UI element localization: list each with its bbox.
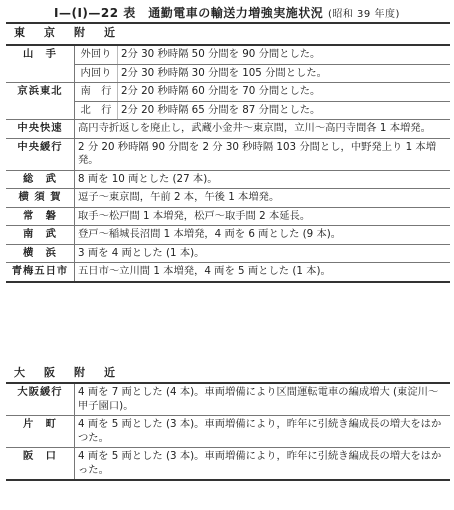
direction-label: 南 行 bbox=[75, 83, 118, 102]
row-description: 2分 30 秒時隔 50 分間を 90 分間とした。 bbox=[118, 45, 451, 64]
tokyo-table bbox=[6, 44, 450, 283]
row-description: 4 両を 7 両とした (4 本)。車両増備により区間運転電車の編成増大 (東淀川〜甲子園口)。 bbox=[75, 383, 451, 416]
section-heading-osaka bbox=[6, 364, 450, 380]
table-row bbox=[6, 244, 450, 263]
row-description: 8 両を 10 両とした (27 本)。 bbox=[75, 170, 451, 189]
line-name: 南 武 bbox=[6, 226, 75, 245]
table-row bbox=[6, 138, 450, 170]
line-name: 京浜東北 bbox=[6, 83, 75, 120]
row-description: 4 両を 5 両とした (3 本)。車両増備により，昨年に引続き編成長の増大をはかつた。 bbox=[75, 416, 451, 448]
line-name: 総 武 bbox=[6, 170, 75, 189]
line-name: 横 須 賀 bbox=[6, 189, 75, 208]
table-row bbox=[6, 383, 450, 416]
row-description: 高円寺折返しを廃止し，武蔵小金井〜東京間，立川〜高円寺間各 1 本増発。 bbox=[75, 120, 451, 139]
line-name: 横 浜 bbox=[6, 244, 75, 263]
section-heading-tokyo bbox=[6, 24, 450, 40]
line-name: 中央快速 bbox=[6, 120, 75, 139]
line-name: 青梅五日市 bbox=[6, 263, 75, 282]
table-row bbox=[6, 45, 450, 64]
line-name: 片 町 bbox=[6, 416, 75, 448]
direction-label: 内回り bbox=[75, 64, 118, 83]
row-description: 2分 20 秒時隔 60 分間を 70 分間とした。 bbox=[118, 83, 451, 102]
table-row bbox=[6, 263, 450, 282]
table-row bbox=[6, 207, 450, 226]
direction-label: 外回り bbox=[75, 45, 118, 64]
table-row bbox=[6, 83, 450, 102]
osaka-table bbox=[6, 382, 450, 481]
title-text: I—(I)—22 表 通勤電車の輸送力増強実施状況 bbox=[54, 6, 324, 20]
table-title bbox=[54, 4, 434, 22]
row-description: 2分 30 秒時隔 30 分間を 105 分間とした。 bbox=[118, 64, 451, 83]
title-note: (昭和 39 年度) bbox=[327, 9, 400, 20]
line-name: 阪 口 bbox=[6, 448, 75, 481]
row-description: 2 分 20 秒時隔 90 分間を 2 分 30 秒時隔 103 分間とし，中野発上り 1 本増発。 bbox=[75, 138, 451, 170]
table-row bbox=[6, 448, 450, 481]
table-row bbox=[6, 226, 450, 245]
section-heading-tokyo-text: 東 京 附 近 bbox=[14, 26, 119, 39]
section-heading-osaka-text: 大 阪 附 近 bbox=[14, 366, 119, 379]
table-row bbox=[6, 120, 450, 139]
direction-label: 北 行 bbox=[75, 101, 118, 120]
line-name: 中央緩行 bbox=[6, 138, 75, 170]
line-name: 大阪緩行 bbox=[6, 383, 75, 416]
row-description: 逗子〜東京間，午前 2 本，午後 1 本増発。 bbox=[75, 189, 451, 208]
line-name: 山 手 bbox=[6, 45, 75, 83]
row-description: 五日市〜立川間 1 本増発，4 両を 5 両とした (1 本)。 bbox=[75, 263, 451, 282]
table-row bbox=[6, 416, 450, 448]
row-description: 2分 20 秒時隔 65 分間を 87 分間とした。 bbox=[118, 101, 451, 120]
table-row bbox=[6, 189, 450, 208]
line-name: 常 磐 bbox=[6, 207, 75, 226]
table-row bbox=[6, 170, 450, 189]
row-description: 登戸〜稲城長沼間 1 本増発，4 両を 6 両とした (9 本)。 bbox=[75, 226, 451, 245]
row-description: 取手〜松戸間 1 本増発，松戸〜取手間 2 本延長。 bbox=[75, 207, 451, 226]
row-description: 3 両を 4 両とした (1 本)。 bbox=[75, 244, 451, 263]
row-description: 4 両を 5 両とした (3 本)。車両増備により，昨年に引続き編成長の増大をはかった。 bbox=[75, 448, 451, 481]
